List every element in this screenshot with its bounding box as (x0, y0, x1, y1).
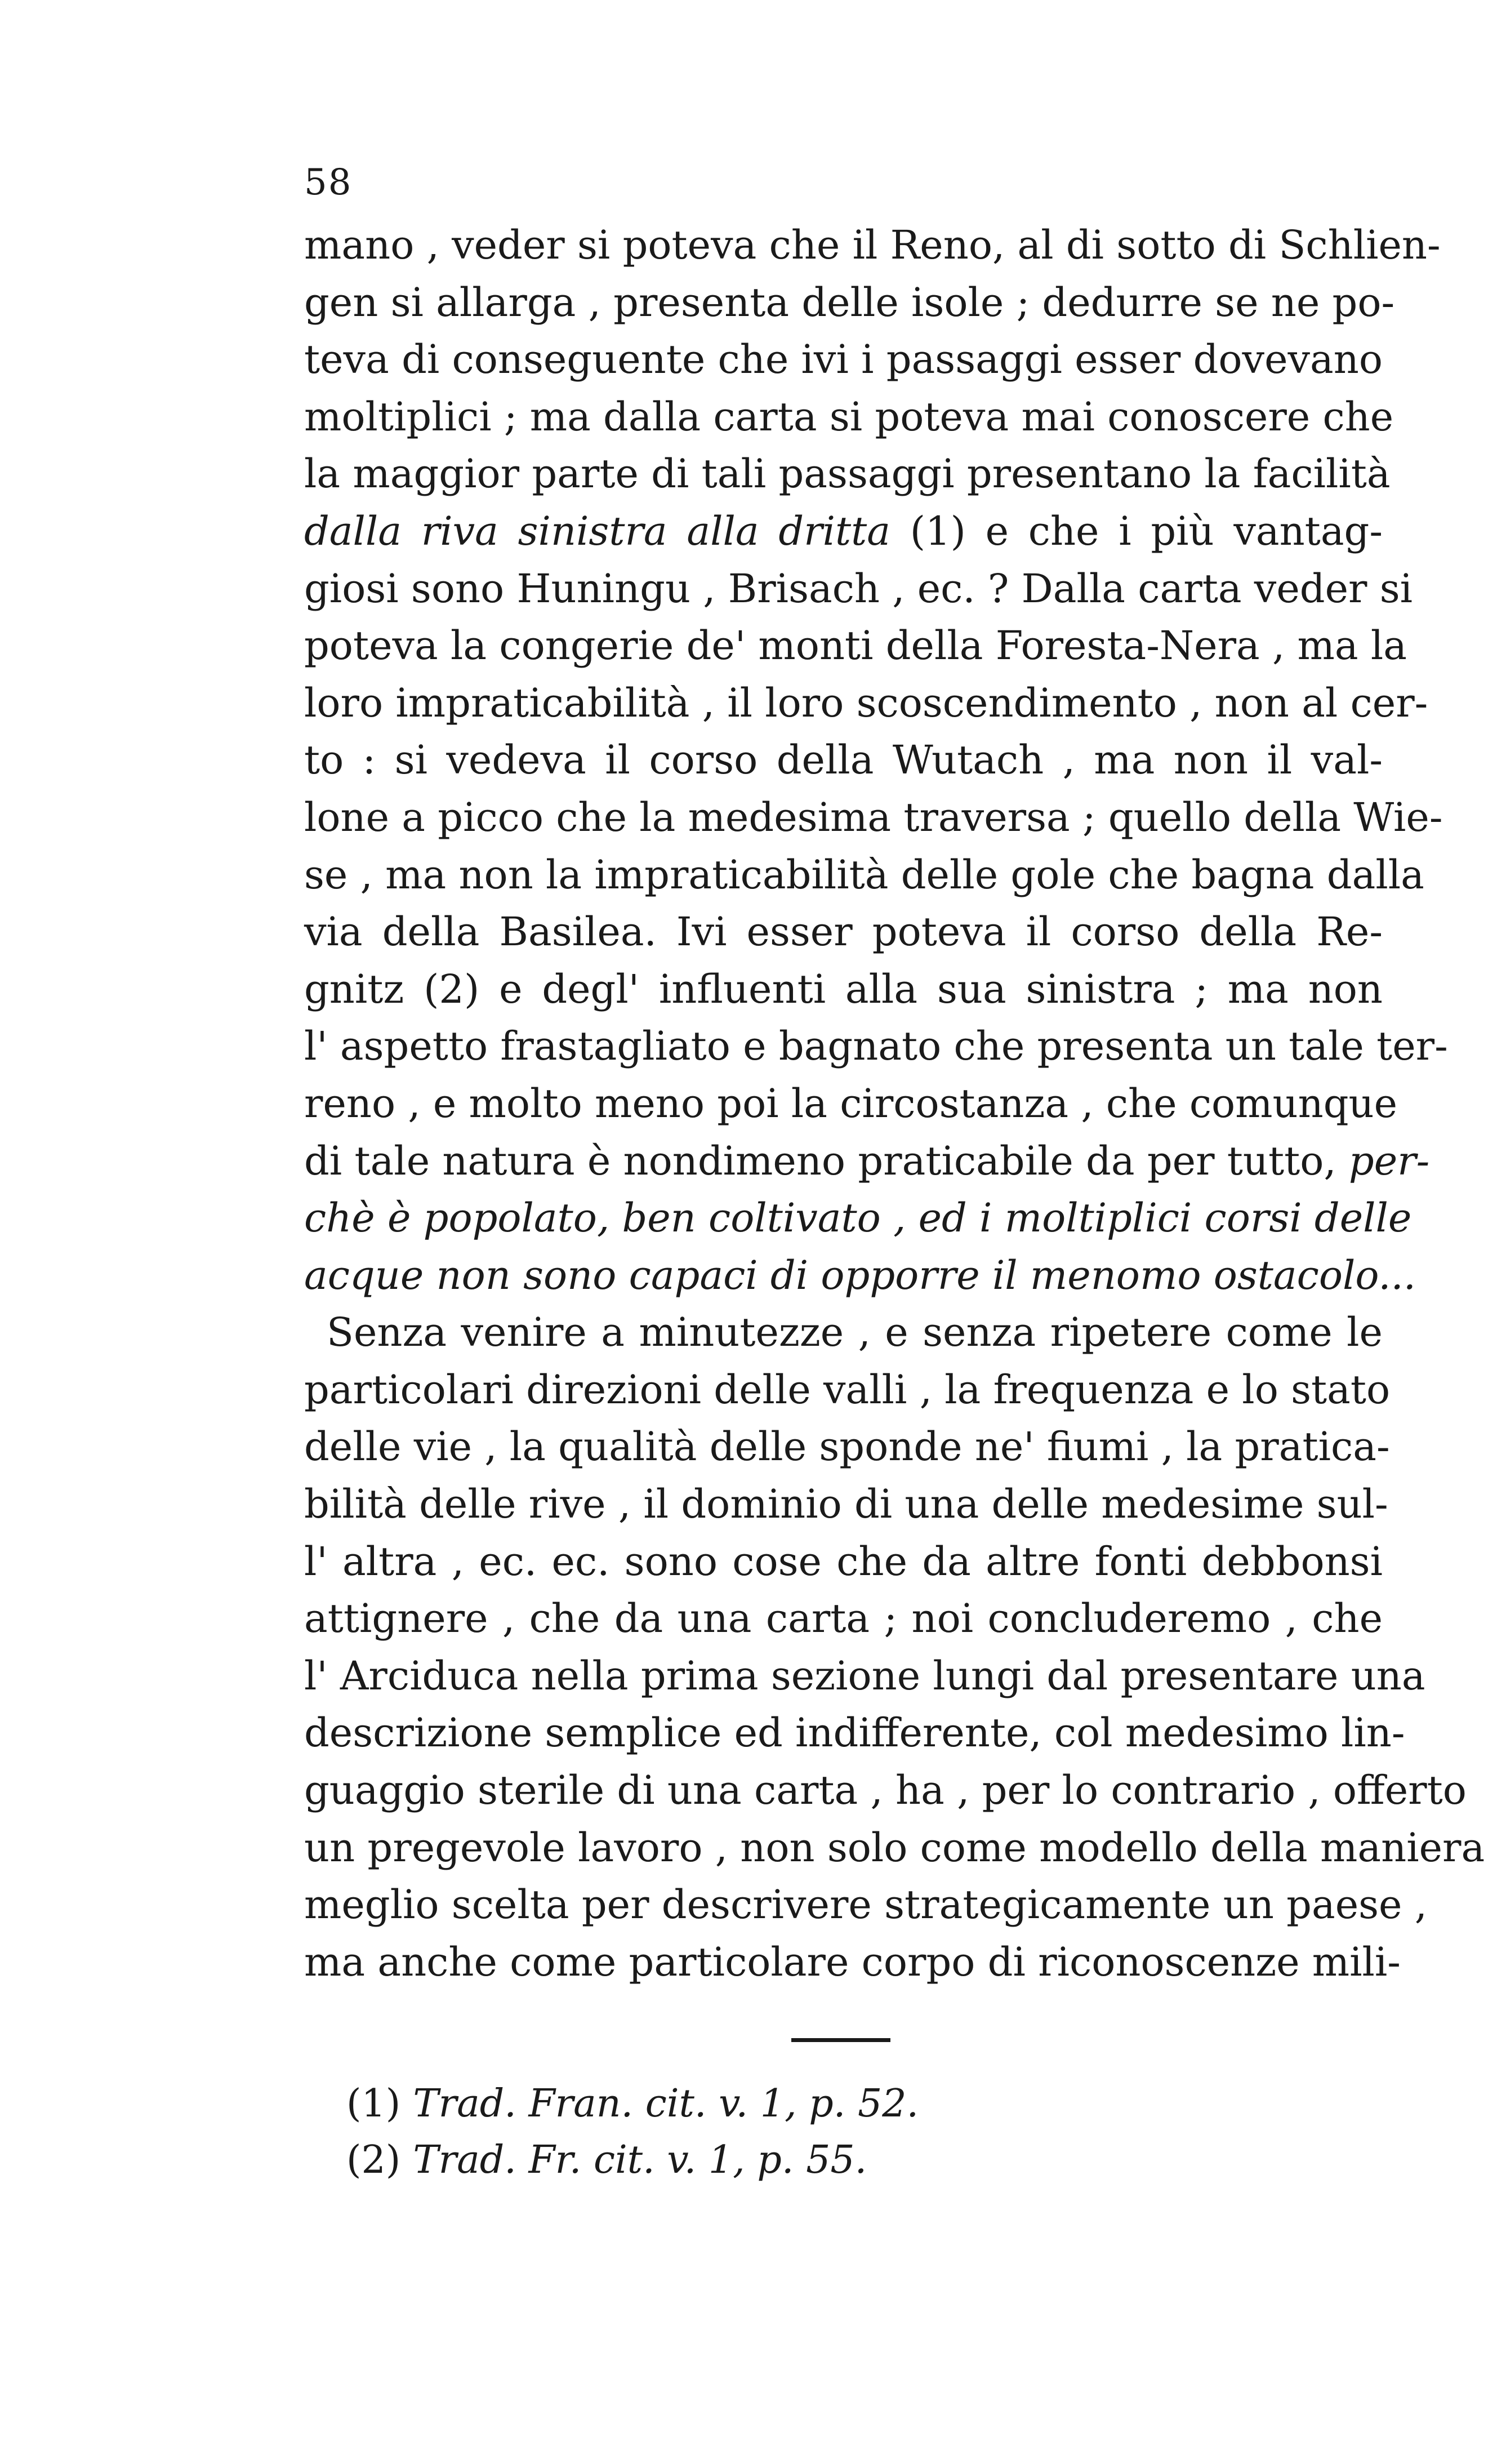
text-line: lone a picco che la medesima traversa ; quello della Wie- (304, 794, 1443, 840)
text-line-italic (304, 1247, 1416, 1305)
text-line: delle vie , la qualità delle sponde ne' fiumi , la pratica- (304, 1424, 1390, 1470)
text-line: un pregevole lavoro , non solo come modello della maniera (304, 1824, 1485, 1871)
text-line: gen si allarga , presenta delle isole ; dedurre se ne po- (304, 279, 1395, 326)
text-line: guaggio sterile di una carta , ha , per lo contrario , offerto (304, 1767, 1467, 1814)
italic-phrase: chè è popolato, ben coltivato , ed i moltiplici corsi delle (304, 1195, 1412, 1242)
text-line: descrizione semplice ed indifferente, col medesimo lin- (304, 1710, 1405, 1756)
text-line: la maggior parte di tali passaggi presentano la facilità (304, 451, 1391, 497)
footnote-reference: Trad. Fr. cit. v. 1, p. 55. (413, 2138, 867, 2182)
text-line-italic (304, 1190, 1412, 1247)
italic-phrase: per- (1348, 1137, 1430, 1184)
text-line: teva di conseguente che ivi i passaggi esser dovevano (304, 336, 1383, 383)
text-line: to : si vedeva il corso della Wutach , ma non il val- (304, 737, 1383, 784)
text-line: bilità delle rive , il dominio di una delle medesime sul- (304, 1481, 1388, 1528)
text-line: reno , e molto meno poi la circostanza , che comunque (304, 1080, 1398, 1127)
text-line: l' Arciduca nella prima sezione lungi dal presentare una (304, 1652, 1425, 1699)
italic-phrase: acque non sono capaci di opporre il menomo ostacolo... (304, 1252, 1416, 1298)
paragraph-start-line: Senza venire a minutezze , e senza ripetere come le (327, 1309, 1383, 1356)
text-fragment: di tale natura è nondimeno praticabile da per tutto, (304, 1137, 1349, 1184)
footnotes (346, 2076, 1079, 2189)
text-line (304, 1133, 1430, 1190)
text-line: via della Basilea. Ivi esser poteva il corso della Re- (304, 909, 1383, 955)
page-number: 58 (304, 162, 353, 203)
text-line: moltiplici ; ma dalla carta si poteva mai conoscere che (304, 393, 1394, 440)
footnote (346, 2132, 1079, 2189)
text-line: giosi sono Huningu , Brisach , ec. ? Dalla carta veder si (304, 565, 1413, 612)
italic-phrase: dalla riva sinistra alla dritta (304, 508, 891, 554)
text-fragment: (1) e che i più vantag- (890, 508, 1383, 554)
footnote-divider (791, 2038, 890, 2042)
footnote-reference: Trad. Fran. cit. v. 1, p. 52. (413, 2081, 919, 2126)
text-line: l' aspetto frastagliato e bagnato che presenta un tale ter- (304, 1023, 1448, 1070)
text-line: l' altra , ec. ec. sono cose che da altre fonti debbonsi (304, 1538, 1383, 1585)
text-line: loro impraticabilità , il loro scoscendimento , non al cer- (304, 679, 1428, 726)
text-line: se , ma non la impraticabilità delle gole che bagna dalla (304, 851, 1424, 898)
text-line: ma anche come particolare corpo di riconoscenze mili- (304, 1938, 1401, 1985)
footnote-marker: (2) (346, 2138, 401, 2182)
text-line: mano , veder si poteva che il Reno, al di sotto di Schlien- (304, 222, 1441, 268)
footnote-marker: (1) (346, 2081, 401, 2126)
text-line: particolari direzioni delle valli , la frequenza e lo stato (304, 1366, 1391, 1413)
text-line: poteva la congerie de' monti della Foresta-Nera , ma la (304, 622, 1407, 669)
body-text (304, 217, 1485, 1991)
text-line: attignere , che da una carta ; noi concluderemo , che (304, 1595, 1383, 1642)
footnote (346, 2076, 1079, 2132)
text-line: meglio scelta per descrivere strategicamente un paese , (304, 1882, 1427, 1928)
text-line (304, 503, 1383, 561)
text-line: gnitz (2) e degl' influenti alla sua sinistra ; ma non (304, 966, 1383, 1012)
